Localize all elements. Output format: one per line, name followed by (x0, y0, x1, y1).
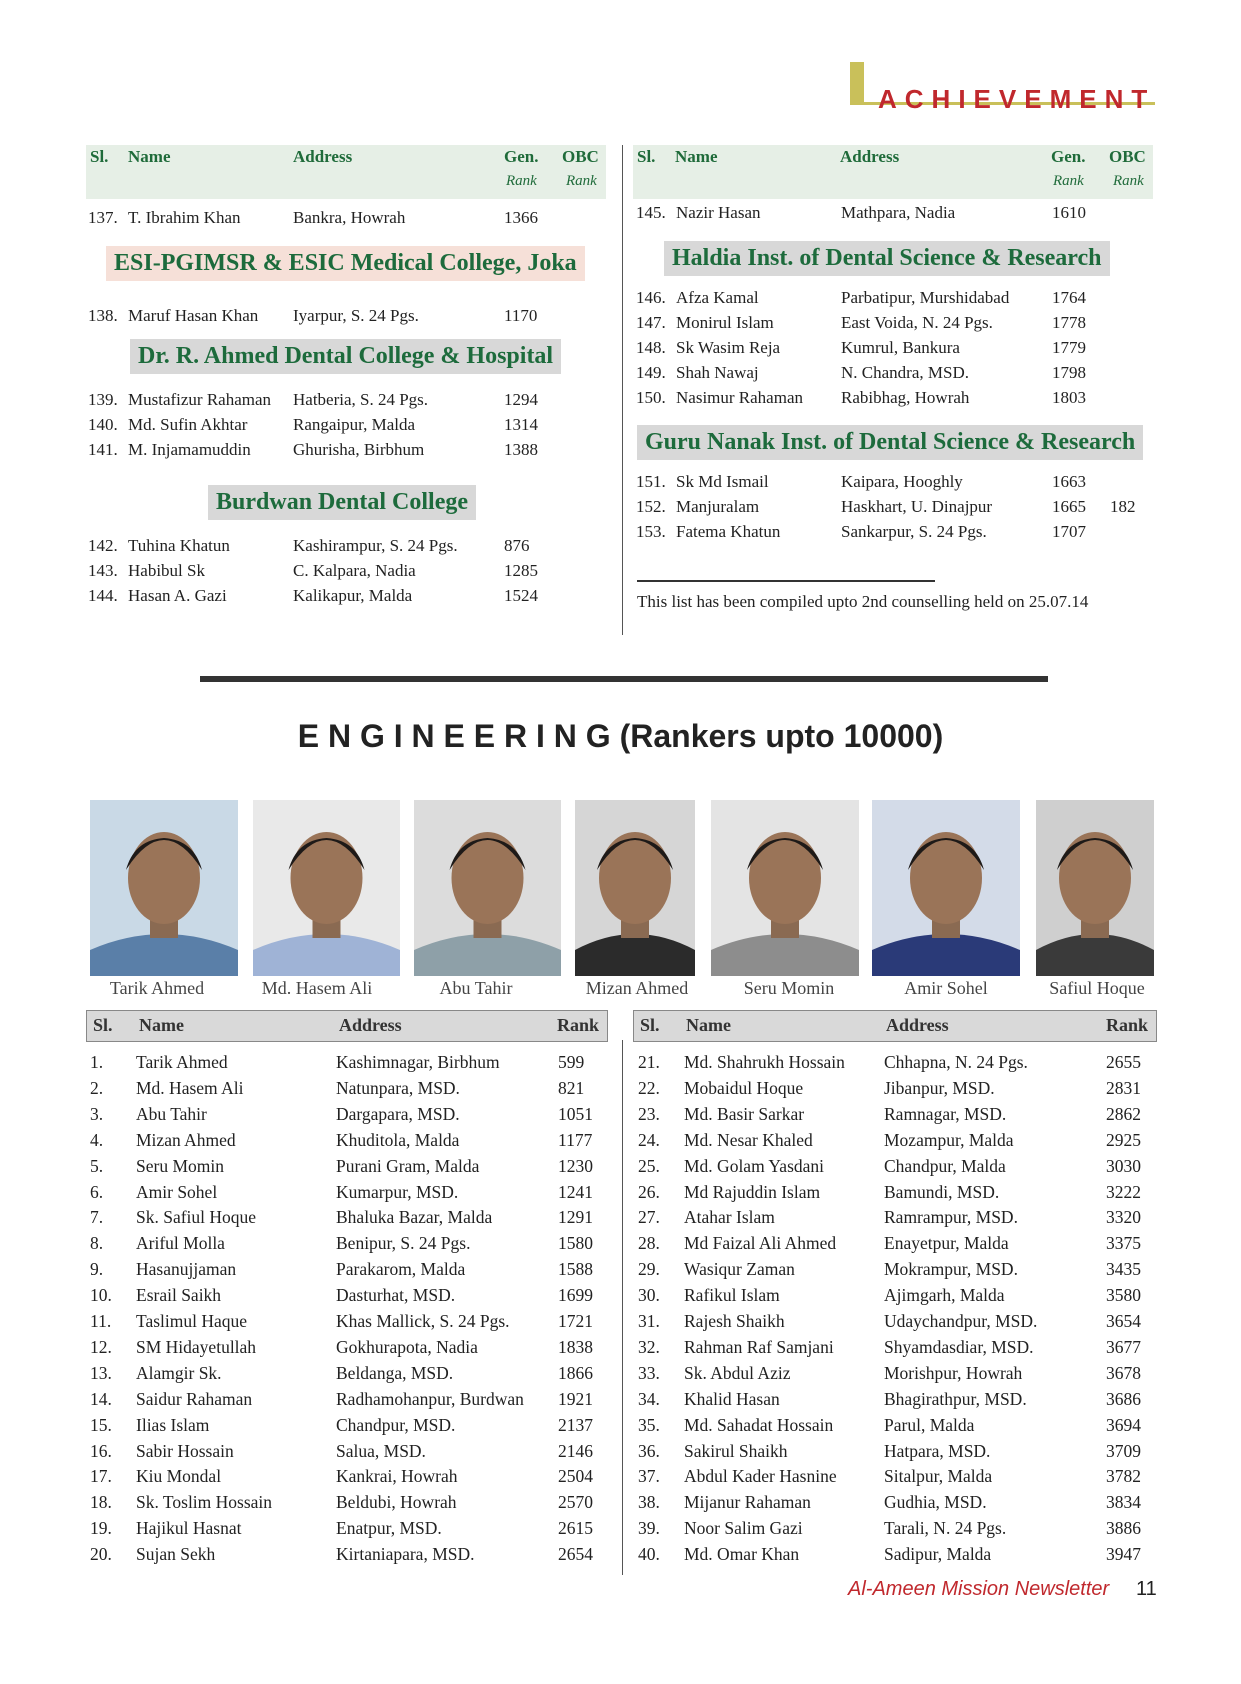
cell-sl: 16. (90, 1440, 112, 1461)
cell-rank: 1721 (558, 1311, 593, 1331)
cell-name: Abu Tahir (136, 1103, 207, 1124)
cell-sl: 142. (88, 536, 118, 555)
right-table-header (633, 145, 1153, 199)
cell-address: Ghurisha, Birbhum (293, 440, 425, 459)
section-title: ACHIEVEMENT (878, 84, 1156, 114)
institution-heading: Haldia Inst. of Dental Science & Research (664, 241, 1110, 276)
col-address: Address (840, 147, 900, 166)
cell-name: Noor Salim Gazi (684, 1518, 803, 1539)
cell-name: Afza Kamal (676, 288, 759, 307)
cell-name: Khalid Hasan (684, 1388, 780, 1409)
cell-name: Md Rajuddin Islam (684, 1181, 821, 1202)
photo-caption: Seru Momin (743, 978, 835, 998)
cell-gen: 1779 (1052, 338, 1086, 357)
cell-name: Sk. Abdul Aziz (684, 1362, 791, 1383)
cell-rank: 3375 (1106, 1233, 1141, 1254)
cell-name: Alamgir Sk. (136, 1362, 222, 1383)
cell-address: Gokhurapota, Nadia (336, 1336, 478, 1357)
photo-caption: Md. Hasem Ali (261, 978, 373, 998)
cell-name: Habibul Sk (128, 561, 205, 580)
ranker-photo (1036, 800, 1154, 976)
cell-rank: 1699 (558, 1285, 593, 1306)
cell-sl: 147. (636, 313, 666, 332)
cell-rank: 3654 (1106, 1311, 1141, 1331)
cell-sl: 25. (638, 1155, 660, 1176)
cell-rank: 3030 (1106, 1155, 1141, 1176)
page-number: 11 (1136, 1578, 1157, 1600)
cell-rank: 2925 (1106, 1129, 1141, 1150)
col-gen-sub: Rank (1053, 173, 1084, 189)
cell-rank: 3694 (1106, 1414, 1141, 1435)
cell-sl: 144. (88, 586, 118, 605)
cell-sl: 6. (90, 1181, 104, 1202)
cell-address: Beldubi, Howrah (336, 1492, 457, 1513)
cell-gen: 876 (504, 536, 530, 555)
cell-address: Bhaluka Bazar, Malda (336, 1207, 493, 1228)
cell-sl: 36. (638, 1440, 660, 1461)
left-table-header (86, 145, 606, 199)
cell-rank: 2137 (558, 1414, 593, 1435)
cell-sl: 5. (90, 1155, 104, 1176)
cell-name: Ariful Molla (136, 1233, 225, 1254)
cell-address: Kankrai, Howrah (336, 1466, 458, 1487)
cell-sl: 37. (638, 1466, 660, 1487)
col-obc-sub: Rank (566, 173, 597, 189)
cell-gen: 1707 (1052, 522, 1086, 541)
ranker-photo (90, 800, 238, 976)
cell-sl: 150. (636, 388, 666, 407)
cell-sl: 26. (638, 1181, 660, 1202)
cell-sl: 14. (90, 1388, 112, 1409)
cell-name: Seru Momin (136, 1155, 224, 1176)
cell-sl: 143. (88, 561, 118, 580)
cell-name: Saidur Rahaman (136, 1388, 253, 1409)
col-obc: OBC (1109, 147, 1146, 166)
cell-sl: 149. (636, 363, 666, 382)
cell-rank: 599 (558, 1052, 585, 1072)
cell-rank: 2862 (1106, 1103, 1141, 1124)
cell-address: Iyarpur, S. 24 Pgs. (293, 306, 419, 325)
cell-sl: 146. (636, 288, 666, 307)
cell-address: Kumarpur, MSD. (336, 1181, 459, 1202)
section-rule (200, 676, 1048, 682)
photo-caption: Tarik Ahmed (109, 978, 205, 998)
cell-sl: 8. (90, 1233, 104, 1254)
cell-name: Abdul Kader Hasnine (684, 1466, 837, 1487)
cell-name: Sakirul Shaikh (684, 1440, 788, 1461)
cell-name: Rahman Raf Samjani (684, 1336, 834, 1357)
cell-address: Ajimgarh, Malda (884, 1285, 1005, 1306)
cell-name: Mizan Ahmed (136, 1129, 236, 1150)
ranker-photo (253, 800, 400, 976)
cell-address: Ramrampur, MSD. (884, 1207, 1018, 1228)
cell-sl: 32. (638, 1336, 660, 1357)
cell-rank: 3686 (1106, 1388, 1141, 1409)
cell-address: Bhagirathpur, MSD. (884, 1388, 1027, 1409)
cell-name: T. Ibrahim Khan (128, 208, 241, 227)
cell-rank: 1838 (558, 1336, 593, 1357)
cell-name: Sk. Safiul Hoque (136, 1207, 257, 1228)
cell-name: Md. Omar Khan (684, 1544, 800, 1565)
cell-address: Beldanga, MSD. (336, 1362, 454, 1383)
cell-rank: 1921 (558, 1388, 593, 1409)
cell-rank: 2655 (1106, 1052, 1141, 1072)
photo-caption: Safiul Hoque (1049, 978, 1145, 998)
cell-name: Rajesh Shaikh (684, 1311, 785, 1331)
cell-rank: 3677 (1106, 1336, 1141, 1357)
newsletter-name: Al-Ameen Mission Newsletter (848, 1578, 1110, 1600)
cell-sl: 7. (90, 1207, 104, 1228)
cell-rank: 3580 (1106, 1285, 1141, 1306)
ranker-photo (711, 800, 859, 976)
cell-sl: 22. (638, 1077, 660, 1098)
cell-name: Md. Hasem Ali (136, 1077, 244, 1098)
col-address: Address (293, 147, 353, 166)
cell-name: Monirul Islam (676, 313, 774, 332)
cell-sl: 38. (638, 1492, 660, 1513)
cell-sl: 15. (90, 1414, 112, 1435)
cell-name: Hasanujjaman (136, 1259, 237, 1280)
cell-address: Hatpara, MSD. (884, 1440, 991, 1461)
cell-gen: 1285 (504, 561, 538, 580)
institution-heading: ESI-PGIMSR & ESIC Medical College, Joka (106, 246, 585, 281)
cell-rank: 1866 (558, 1362, 593, 1383)
cell-gen: 1803 (1052, 388, 1086, 407)
cell-rank: 2615 (558, 1518, 593, 1539)
cell-sl: 11. (90, 1311, 112, 1331)
cell-gen: 1665 (1052, 497, 1086, 516)
cell-name: Atahar Islam (684, 1207, 775, 1228)
cell-address: Sadipur, Malda (884, 1544, 992, 1565)
col-gen: Gen. (1051, 147, 1086, 166)
cell-name: Md. Shahrukh Hossain (684, 1052, 845, 1072)
cell-name: Md. Golam Yasdani (684, 1155, 825, 1176)
ranker-photo (872, 800, 1020, 976)
cell-sl: 28. (638, 1233, 660, 1254)
cell-sl: 1. (90, 1052, 104, 1072)
cell-rank: 2570 (558, 1492, 593, 1513)
col-address: Address (886, 1015, 949, 1035)
cell-name: SM Hidayetullah (136, 1336, 257, 1357)
col-name: Name (686, 1015, 731, 1035)
cell-sl: 10. (90, 1285, 112, 1306)
cell-sl: 40. (638, 1544, 660, 1565)
cell-sl: 17. (90, 1466, 112, 1487)
cell-address: Bamundi, MSD. (884, 1181, 1000, 1202)
cell-rank: 2831 (1106, 1077, 1141, 1098)
cell-address: Kumrul, Bankura (841, 338, 960, 357)
eng-left-header (86, 1010, 608, 1042)
cell-address: Sitalpur, Malda (884, 1466, 993, 1487)
institution-heading: Guru Nanak Inst. of Dental Science & Research (637, 425, 1143, 460)
cell-sl: 12. (90, 1336, 112, 1357)
cell-address: Sankarpur, S. 24 Pgs. (841, 522, 987, 541)
cell-address: Kaipara, Hooghly (841, 472, 963, 491)
col-address: Address (339, 1015, 402, 1035)
cell-gen: 1170 (504, 306, 538, 325)
cell-gen: 1778 (1052, 313, 1086, 332)
photo-caption: Amir Sohel (904, 978, 988, 998)
photo-caption: Mizan Ahmed (585, 978, 689, 998)
cell-address: Purani Gram, Malda (336, 1155, 480, 1176)
cell-sl: 140. (88, 415, 118, 434)
cell-address: Kashirampur, S. 24 Pgs. (293, 536, 458, 555)
cell-sl: 148. (636, 338, 666, 357)
cell-name: Nazir Hasan (676, 203, 761, 222)
cell-sl: 30. (638, 1285, 660, 1306)
cell-sl: 13. (90, 1362, 112, 1383)
cell-name: Kiu Mondal (136, 1466, 222, 1487)
cell-address: Kalikapur, Malda (293, 586, 413, 605)
cell-name: Nasimur Rahaman (676, 388, 803, 407)
cell-rank: 2146 (558, 1440, 593, 1461)
cell-gen: 1366 (504, 208, 538, 227)
cell-address: Mathpara, Nadia (841, 203, 956, 222)
cell-name: Fatema Khatun (676, 522, 781, 541)
cell-address: Dargapara, MSD. (336, 1103, 460, 1124)
cell-sl: 20. (90, 1544, 112, 1565)
cell-name: Mustafizur Rahaman (128, 390, 272, 409)
cell-address: Shyamdasdiar, MSD. (884, 1336, 1034, 1357)
cell-sl: 24. (638, 1129, 660, 1150)
cell-name: Sk Wasim Reja (676, 338, 781, 357)
cell-name: Rafikul Islam (684, 1285, 780, 1306)
cell-rank: 1241 (558, 1181, 593, 1202)
cell-sl: 23. (638, 1103, 660, 1124)
note-divider (637, 580, 935, 582)
cell-name: Sabir Hossain (136, 1440, 234, 1461)
col-sl: Sl. (640, 1015, 660, 1035)
cell-sl: 27. (638, 1207, 660, 1228)
col-name: Name (675, 147, 718, 166)
cell-address: Bankra, Howrah (293, 208, 406, 227)
cell-address: Chandpur, Malda (884, 1155, 1006, 1176)
cell-sl: 153. (636, 522, 666, 541)
cell-address: Rabibhag, Howrah (841, 388, 970, 407)
cell-rank: 2654 (558, 1544, 593, 1565)
cell-sl: 138. (88, 306, 118, 325)
cell-name: Md. Nesar Khaled (684, 1129, 813, 1150)
cell-name: Sk. Toslim Hossain (136, 1492, 273, 1513)
cell-address: Haskhart, U. Dinajpur (841, 497, 993, 516)
cell-sl: 19. (90, 1518, 112, 1539)
cell-sl: 18. (90, 1492, 112, 1513)
cell-rank: 3947 (1106, 1544, 1141, 1565)
col-rank: Rank (557, 1015, 600, 1035)
cell-name: Ilias Islam (136, 1414, 210, 1435)
cell-name: Tarik Ahmed (136, 1052, 228, 1072)
counselling-note: This list has been compiled upto 2nd counselling held on 25.07.14 (637, 592, 1089, 611)
cell-sl: 3. (90, 1103, 104, 1124)
cell-name: Wasiqur Zaman (684, 1259, 795, 1280)
cell-sl: 33. (638, 1362, 660, 1383)
col-name: Name (139, 1015, 184, 1035)
cell-address: Enatpur, MSD. (336, 1518, 442, 1539)
cell-name: Md Faizal Ali Ahmed (684, 1233, 837, 1254)
cell-rank: 3834 (1106, 1492, 1141, 1513)
cell-address: Radhamohanpur, Burdwan (336, 1388, 524, 1409)
col-gen: Gen. (504, 147, 539, 166)
cell-address: Chandpur, MSD. (336, 1414, 456, 1435)
cell-address: Mozampur, Malda (884, 1129, 1014, 1150)
cell-name: Sk Md Ismail (676, 472, 769, 491)
column-divider (622, 145, 623, 635)
eng-right-header (633, 1010, 1157, 1042)
cell-name: Maruf Hasan Khan (128, 306, 259, 325)
cell-address: Hatberia, S. 24 Pgs. (293, 390, 429, 409)
cell-rank: 3320 (1106, 1207, 1141, 1228)
cell-address: Natunpara, MSD. (336, 1077, 460, 1098)
cell-rank: 1291 (558, 1207, 593, 1228)
engineering-title: E N G I N E E R I N G (Rankers upto 10000) (297, 718, 944, 754)
cell-gen: 1798 (1052, 363, 1086, 382)
cell-address: N. Chandra, MSD. (841, 363, 969, 382)
cell-gen: 1314 (504, 415, 538, 434)
photo-caption: Abu Tahir (439, 978, 513, 998)
col-rank: Rank (1106, 1015, 1149, 1035)
cell-rank: 821 (558, 1077, 585, 1098)
cell-sl: 4. (90, 1129, 104, 1150)
cell-address: Ramnagar, MSD. (884, 1103, 1007, 1124)
cell-address: Parul, Malda (884, 1414, 975, 1435)
cell-rank: 3782 (1106, 1466, 1141, 1487)
cell-gen: 1610 (1052, 203, 1086, 222)
cell-name: Hasan A. Gazi (128, 586, 227, 605)
cell-address: Kashimnagar, Birbhum (336, 1052, 500, 1072)
cell-address: Udaychandpur, MSD. (884, 1311, 1038, 1331)
col-obc: OBC (562, 147, 599, 166)
cell-gen: 1663 (1052, 472, 1086, 491)
col-sl: Sl. (637, 147, 656, 166)
cell-address: Khuditola, Malda (336, 1129, 460, 1150)
cell-address: Khas Mallick, S. 24 Pgs. (336, 1311, 510, 1331)
cell-address: Dasturhat, MSD. (336, 1285, 456, 1306)
cell-sl: 139. (88, 390, 118, 409)
cell-sl: 31. (638, 1311, 660, 1331)
cell-name: Md. Sufin Akhtar (128, 415, 248, 434)
col-obc-sub: Rank (1113, 173, 1144, 189)
institution-heading: Burdwan Dental College (208, 485, 476, 520)
cell-name: Sujan Sekh (136, 1544, 216, 1565)
col-name: Name (128, 147, 171, 166)
cell-sl: 2. (90, 1077, 104, 1098)
cell-rank: 3709 (1106, 1440, 1141, 1461)
cell-rank: 1177 (558, 1129, 593, 1150)
cell-rank: 3678 (1106, 1362, 1141, 1383)
cell-name: Amir Sohel (136, 1181, 218, 1202)
cell-name: M. Injamamuddin (128, 440, 251, 459)
cell-name: Md. Basir Sarkar (684, 1103, 805, 1124)
cell-address: East Voida, N. 24 Pgs. (841, 313, 993, 332)
cell-rank: 3222 (1106, 1181, 1141, 1202)
ranker-photo (575, 800, 695, 976)
cell-gen: 1388 (504, 440, 538, 459)
cell-rank: 3886 (1106, 1518, 1141, 1539)
cell-rank: 1580 (558, 1233, 593, 1254)
cell-sl: 39. (638, 1518, 660, 1539)
cell-address: Salua, MSD. (336, 1440, 426, 1461)
ranker-photo (414, 800, 561, 976)
cell-rank: 2504 (558, 1466, 593, 1487)
cell-name: Esrail Saikh (136, 1285, 222, 1306)
cell-address: Parbatipur, Murshidabad (841, 288, 1010, 307)
cell-gen: 1294 (504, 390, 538, 409)
cell-sl: 137. (88, 208, 118, 227)
cell-sl: 34. (638, 1388, 660, 1409)
cell-sl: 9. (90, 1259, 104, 1280)
col-sl: Sl. (93, 1015, 113, 1035)
cell-address: Mokrampur, MSD. (884, 1259, 1018, 1280)
cell-obc: 182 (1110, 497, 1136, 516)
cell-sl: 21. (638, 1052, 660, 1072)
cell-name: Shah Nawaj (676, 363, 759, 382)
cell-address: Benipur, S. 24 Pgs. (336, 1233, 471, 1254)
institution-heading: Dr. R. Ahmed Dental College & Hospital (130, 339, 561, 374)
cell-address: Parakarom, Malda (336, 1259, 466, 1280)
col-sl: Sl. (90, 147, 109, 166)
cell-address: Gudhia, MSD. (884, 1492, 987, 1513)
cell-address: Morishpur, Howrah (884, 1362, 1023, 1383)
cell-address: Chhapna, N. 24 Pgs. (884, 1052, 1028, 1072)
cell-sl: 141. (88, 440, 118, 459)
cell-gen: 1764 (1052, 288, 1086, 307)
cell-rank: 3435 (1106, 1259, 1141, 1280)
col-gen-sub: Rank (506, 173, 537, 189)
cell-name: Tuhina Khatun (128, 536, 230, 555)
cell-rank: 1051 (558, 1103, 593, 1124)
cell-address: Enayetpur, Malda (884, 1233, 1009, 1254)
cell-address: Tarali, N. 24 Pgs. (884, 1518, 1007, 1539)
cell-name: Mijanur Rahaman (684, 1492, 811, 1513)
cell-sl: 29. (638, 1259, 660, 1280)
column-divider (622, 1040, 623, 1575)
cell-address: Kirtaniapara, MSD. (336, 1544, 475, 1565)
cell-name: Mobaidul Hoque (684, 1077, 804, 1098)
cell-gen: 1524 (504, 586, 538, 605)
cell-sl: 145. (636, 203, 666, 222)
cell-address: C. Kalpara, Nadia (293, 561, 416, 580)
cell-sl: 35. (638, 1414, 660, 1435)
cell-rank: 1230 (558, 1155, 593, 1176)
cell-address: Rangaipur, Malda (293, 415, 416, 434)
cell-name: Manjuralam (676, 497, 760, 516)
header-accent-bar (850, 62, 864, 104)
cell-rank: 1588 (558, 1259, 593, 1280)
cell-address: Jibanpur, MSD. (884, 1077, 995, 1098)
cell-sl: 152. (636, 497, 666, 516)
cell-name: Taslimul Haque (136, 1311, 248, 1331)
cell-name: Md. Sahadat Hossain (684, 1414, 834, 1435)
cell-sl: 151. (636, 472, 666, 491)
cell-name: Hajikul Hasnat (136, 1518, 242, 1539)
